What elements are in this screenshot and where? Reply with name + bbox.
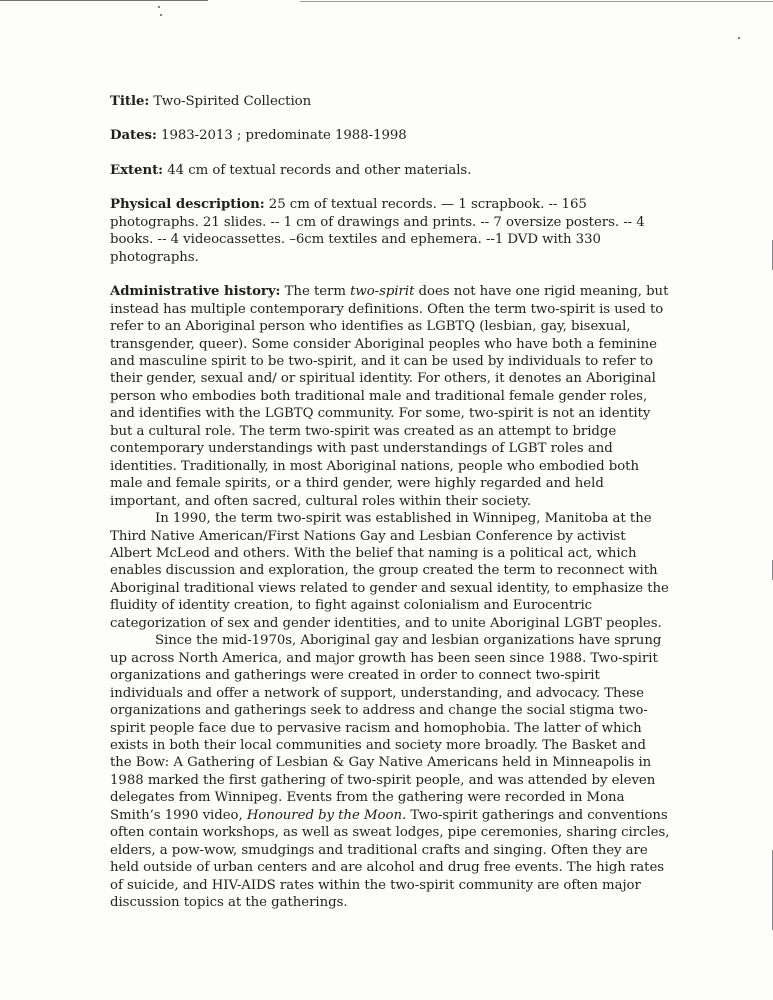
text-run: does not have one rigid meaning, but instead has multiple contemporary definitions. Often the term two-spirit is used to refer to an Aboriginal person who identifies as LGBTQ (lesbian, gay, bisexual, transgender, queer). Some consider Aboriginal peoples who have both a feminine and masculine spirit to be two-spirit, and it can be used by individuals to refer to their gender, sexual and/ or spiritual identity. For others, it denotes an Aboriginal person who embodies both traditional male and traditional female gender roles, and identifies with the LGBTQ community. For some, two-spirit is not an identity but a cultural role. The term two-spirit was created as an attempt to bridge contemporary understandings with past understandings of LGBT roles and identities. Traditionally, in most Aboriginal nations, people who embodied both male and female spirits, or a third gender, were highly regarded and held important, and often sacred, cultural roles within their society. (110, 284, 669, 509)
administrative-history-paragraph-1 (110, 283, 670, 510)
title-value: Two-Spirited Collection (153, 94, 312, 109)
text-run: The term (284, 284, 351, 300)
physical-description-value: 25 cm of textual records. — 1 scrapbook. -- 165 photographs. 21 slides. -- 1 cm of drawings and prints. -- 7 oversize posters. -- 4 books. -- 4 videocassettes. –6cm textiles and ephemera. --1 DVD with 330 photographs. (110, 197, 645, 265)
administrative-history-paragraph-3 (110, 632, 670, 911)
scan-speck (160, 14, 162, 16)
video-title: Honoured by the Moon (246, 807, 402, 823)
finding-aid-document (110, 93, 670, 911)
administrative-history-paragraph-2: In 1990, the term two-spirit was established in Winnipeg, Manitoba at the Third Native American/First Nations Gay and Lesbian Conference by activist Albert McLeod and others. With the belief that naming is a political act, which enables discussion and exploration, the group created the term to reconnect with Aboriginal traditional views related to gender and sexual identity, to emphasize the fluidity of identity creation, to fight against colonialism and Eurocentric categorization of sex and gender identities, and to unite Aboriginal LGBT peoples. (110, 511, 669, 631)
administrative-history-section (110, 283, 670, 911)
extent-label: Extent: (110, 162, 164, 178)
title-label: Title: (110, 94, 150, 109)
title-field (110, 93, 670, 110)
dates-field (110, 127, 670, 144)
physical-description-field (110, 196, 670, 266)
dates-value: 1983-2013 ; predominate 1988-1998 (161, 128, 407, 144)
extent-value: 44 cm of textual records and other materials. (167, 162, 472, 178)
physical-description-label: Physical description: (110, 197, 265, 213)
scan-speck (158, 6, 160, 8)
scan-edge-line (300, 1, 773, 2)
administrative-history-label: Administrative history: (110, 284, 281, 300)
extent-field (110, 162, 670, 179)
dates-label: Dates: (110, 128, 157, 144)
scan-speck (738, 37, 740, 39)
text-run: . Two-spirit gatherings and conventions often contain workshops, as well as sweat lodges, pipe ceremonies, sharing circles, elders, a pow-wow, smudgings and traditional crafts and singing. Often they are held outside of urban centers and are alcohol and drug free events. The high rates of suicide, and HIV-AIDS rates within the two-spirit community are often major discussion topics at the gatherings. (110, 807, 670, 911)
text-run: Since the mid-1970s, Aboriginal gay and lesbian organizations have sprung up across North America, and major growth has been seen since 1988. Two-spirit organizations and gatherings were created in order to connect two-spirit individuals and offer a network of support, understanding, and advocacy. These organizations and gatherings seek to address and change the social stigma two-spirit people face due to pervasive racism and homophobia. The latter of which exists in both their local communities and society more broadly. The Basket and the Bow: A Gathering of Lesbian & Gay Native Americans held in Minneapolis in 1988 marked the first gathering of two-spirit people, and was attended by eleven delegates from Winnipeg. Events from the gathering were recorded in Mona Smith’s 1990 video, (110, 633, 662, 823)
emphasis-text: two-spirit (350, 284, 415, 300)
scan-edge-line (0, 0, 208, 1)
